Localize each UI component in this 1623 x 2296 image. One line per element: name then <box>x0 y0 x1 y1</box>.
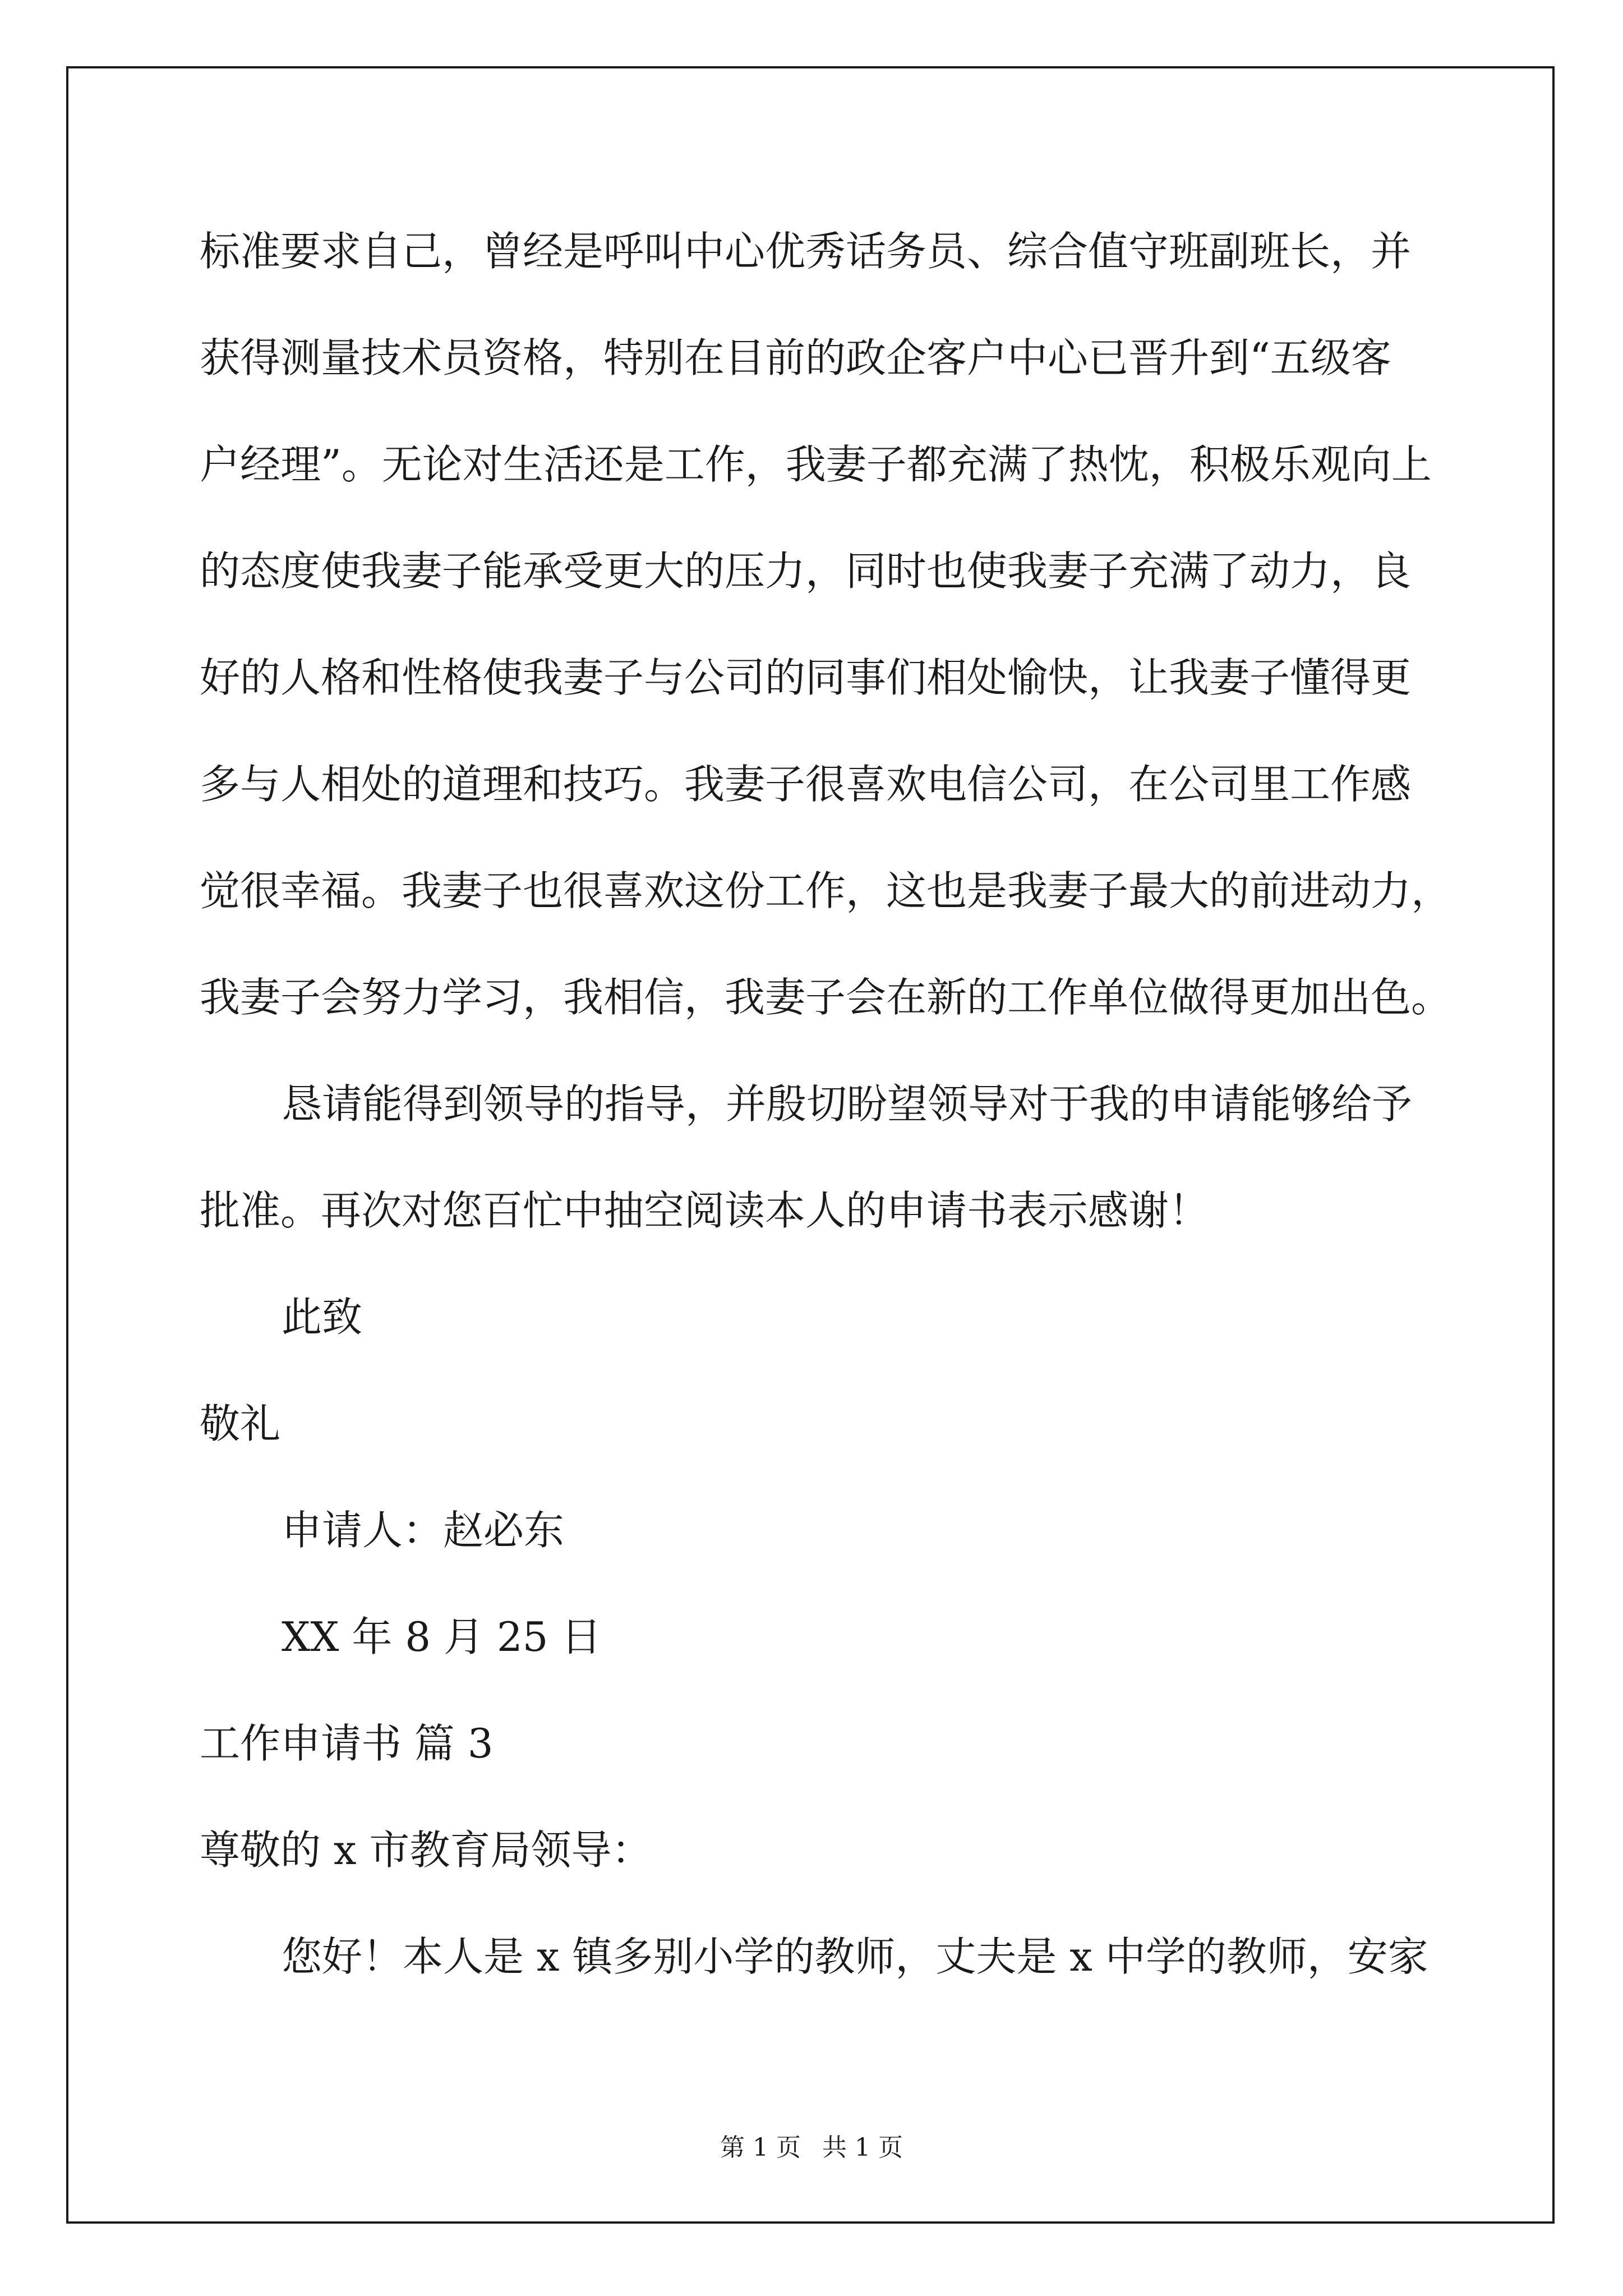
date-line: XX 年 8 月 25 日 <box>282 1613 602 1660</box>
body-line: 觉很幸福。我妻子也很喜欢这份工作，这也是我妻子最大的前进动力， <box>200 867 1452 914</box>
page-number: 第 1 页 <box>720 2133 801 2162</box>
page-border <box>66 66 1555 2224</box>
applicant-line: 申请人：赵必东 <box>282 1507 565 1554</box>
body-line: 您好！本人是 x 镇多别小学的教师，丈夫是 x 中学的教师，安家 <box>282 1933 1428 1980</box>
body-line: 我妻子会努力学习，我相信，我妻子会在新的工作单位做得更加出色。 <box>200 974 1452 1021</box>
body-line: 恳请能得到领导的指导，并殷切盼望领导对于我的申请能够给予 <box>282 1080 1413 1128</box>
salutation-line: 敬礼 <box>200 1400 281 1447</box>
body-line: 多与人相处的道理和技巧。我妻子很喜欢电信公司，在公司里工作感 <box>200 761 1412 808</box>
body-line: 好的人格和性格使我妻子与公司的同事们相处愉快，让我妻子懂得更 <box>200 654 1412 701</box>
section-heading: 工作申请书 篇 3 <box>200 1720 494 1767</box>
body-line: 获得测量技术员资格，特别在目前的政企客户中心已晋升到“五级客 <box>200 334 1391 381</box>
body-line: 标准要求自己，曾经是呼叫中心优秀话务员、综合值守班副班长，并 <box>200 228 1412 275</box>
page-footer <box>0 2127 1623 2163</box>
body-line: 的态度使我妻子能承受更大的压力，同时也使我妻子充满了动力，良 <box>200 547 1412 595</box>
body-line: 户经理”。无论对生活还是工作，我妻子都充满了热忱，积极乐观向上 <box>200 441 1432 488</box>
closing-line: 此致 <box>282 1294 363 1341</box>
body-line: 批准。再次对您百忙中抽空阅读本人的申请书表示感谢！ <box>200 1187 1210 1234</box>
page-total: 共 1 页 <box>822 2133 903 2162</box>
addressee-line: 尊敬的 x 市教育局领导： <box>200 1826 652 1874</box>
